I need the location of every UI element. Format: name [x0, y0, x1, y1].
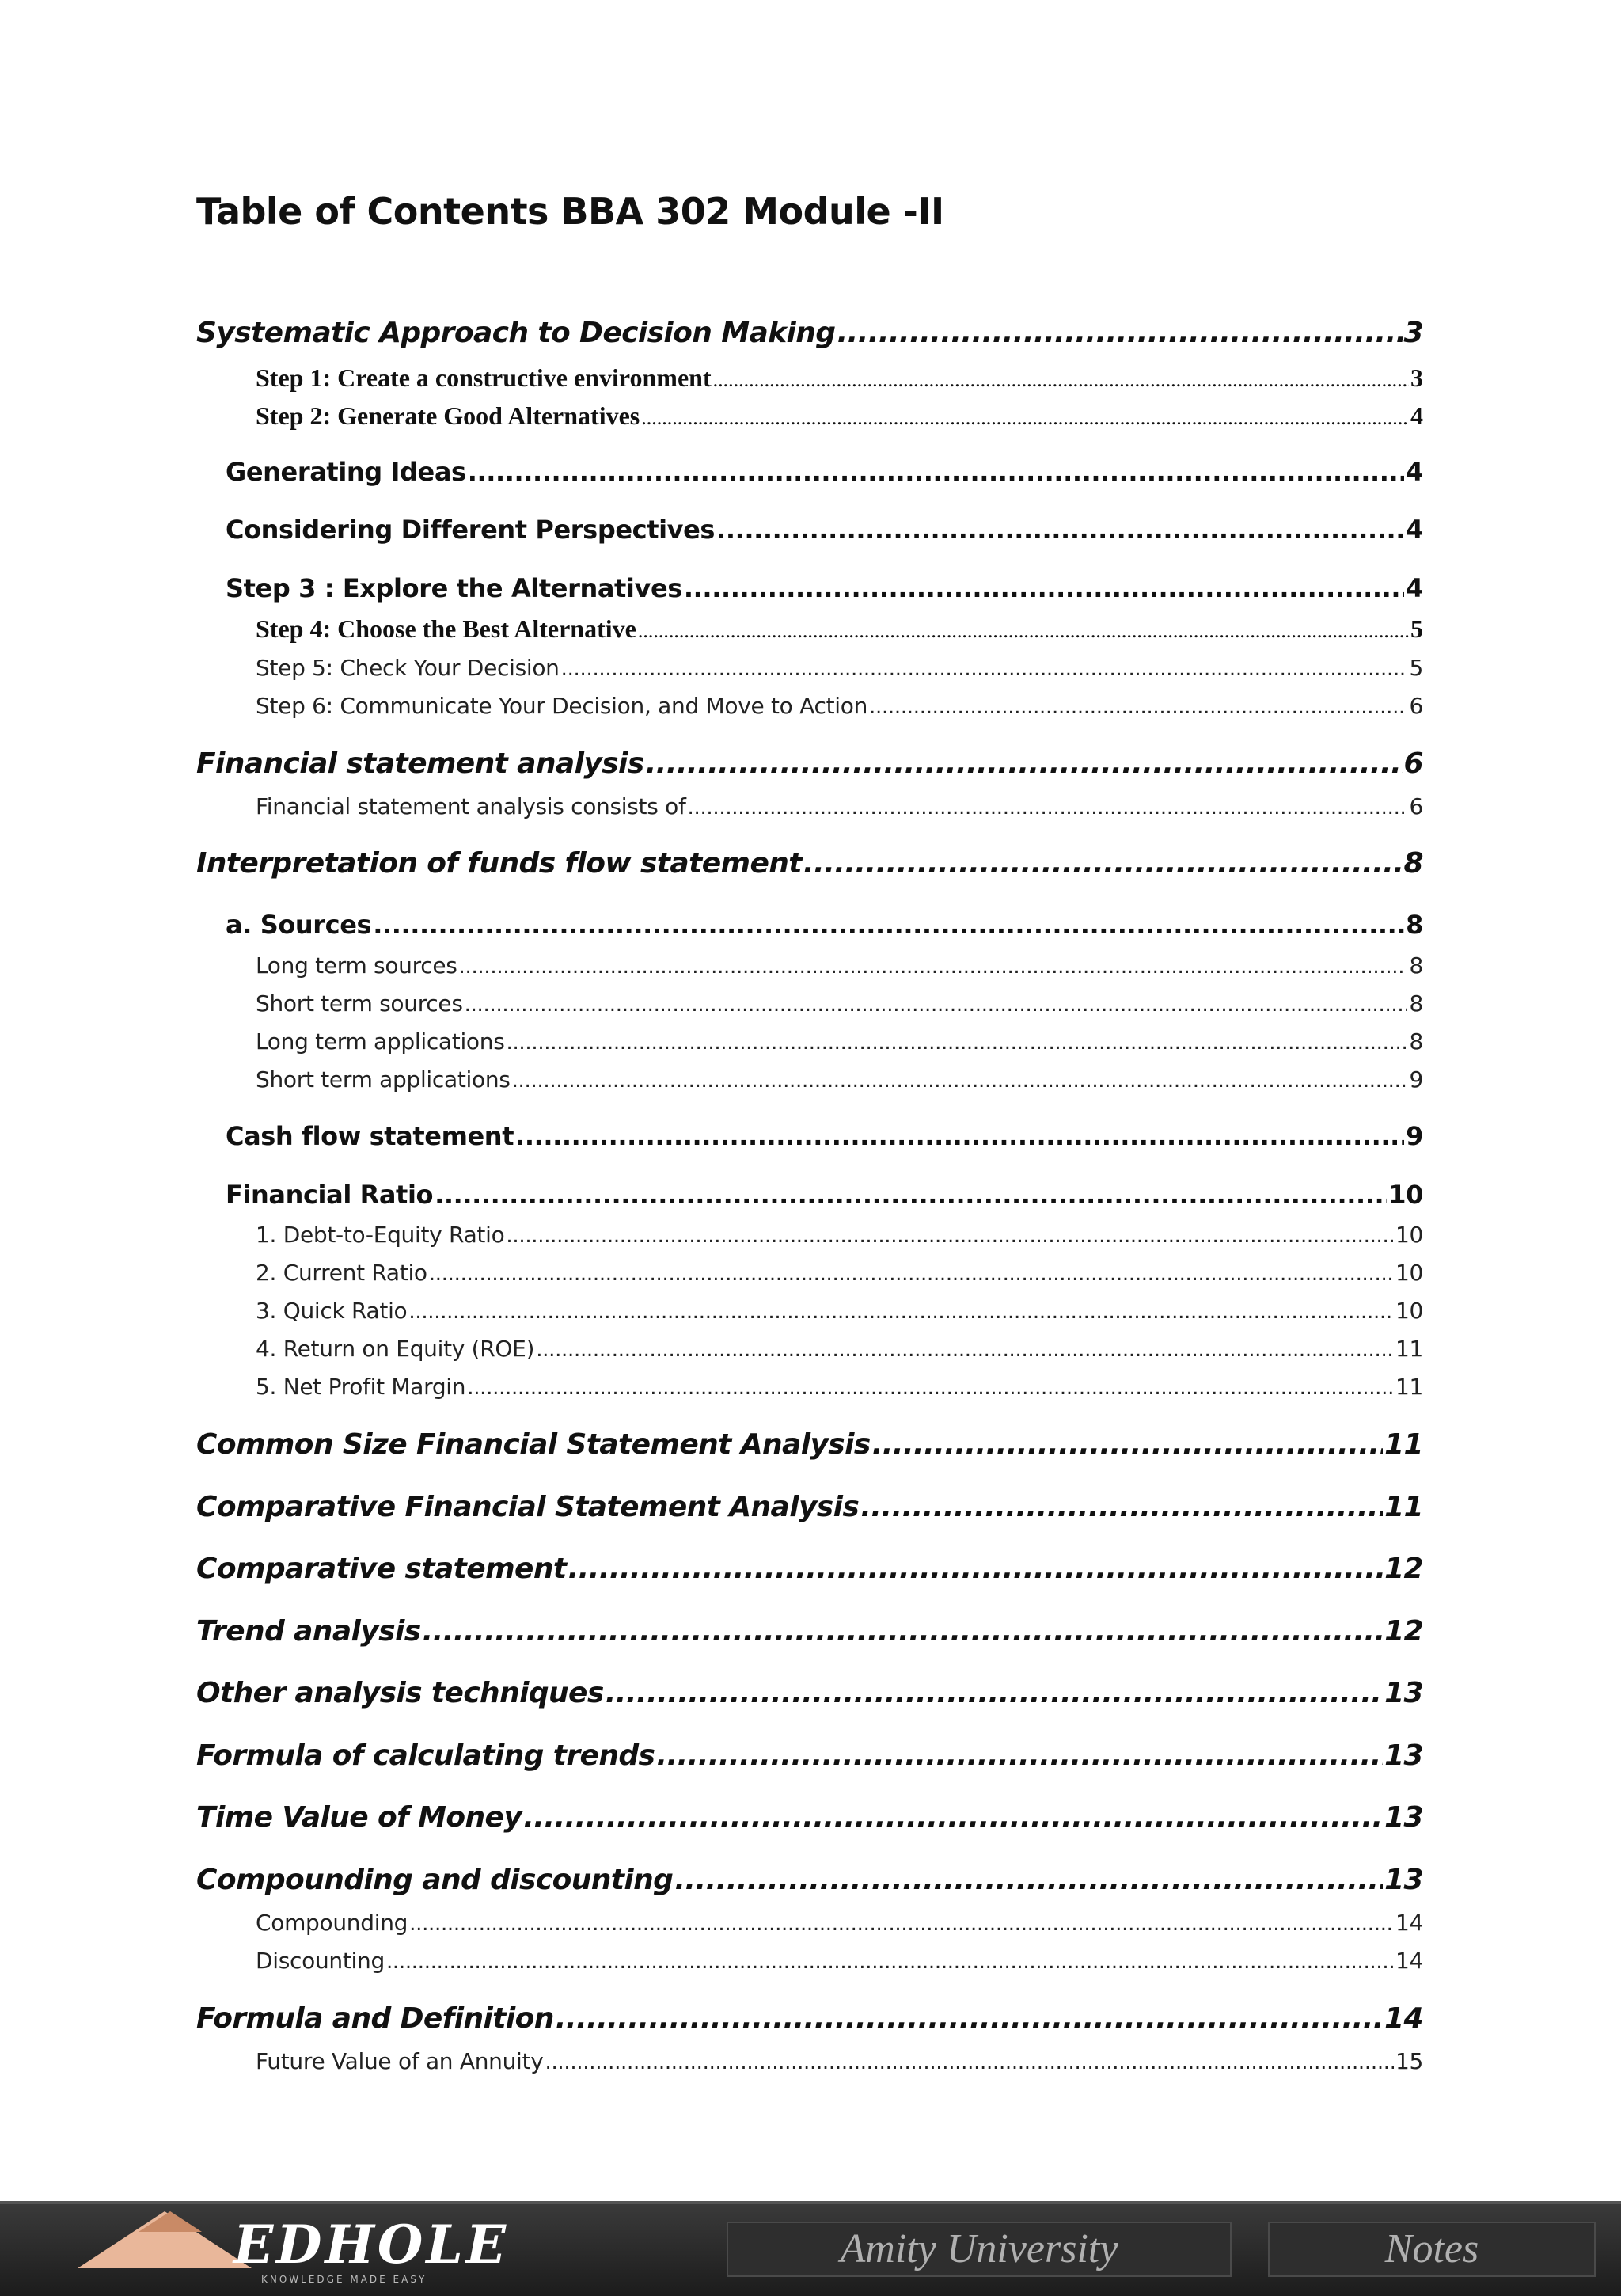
toc-leader-dots	[409, 1912, 1394, 1936]
toc-entry[interactable]	[256, 1222, 1423, 1248]
toc-entry[interactable]	[256, 793, 1423, 819]
toc-entry-page: 10	[1395, 1260, 1423, 1286]
toc-entry-page: 6	[1409, 693, 1423, 719]
toc-entry[interactable]	[256, 2048, 1423, 2074]
toc-entry-page: 14	[1384, 2002, 1423, 2035]
toc-leader-dots	[803, 847, 1403, 880]
toc-leader-dots	[872, 1428, 1383, 1461]
toc-entry-label: 3. Quick Ratio	[256, 1298, 408, 1324]
toc-entry-page: 8	[1403, 847, 1423, 880]
toc-leader-dots	[386, 1950, 1394, 1974]
notes-label: Notes	[1268, 2222, 1596, 2277]
toc-entry[interactable]	[256, 1298, 1423, 1324]
toc-entry-page: 3	[1410, 363, 1423, 392]
toc-leader-dots	[656, 1739, 1383, 1772]
toc-entry[interactable]	[226, 515, 1423, 545]
toc-entry-page: 6	[1409, 793, 1423, 819]
toc-leader-dots	[507, 1031, 1408, 1055]
toc-leader-dots	[561, 657, 1408, 681]
toc-leader-dots	[568, 1553, 1383, 1585]
toc-entry-label: Formula of calculating trends	[196, 1739, 655, 1772]
toc-leader-dots	[523, 1801, 1383, 1834]
toc-entry[interactable]	[196, 1428, 1423, 1461]
toc-entry[interactable]	[196, 1615, 1423, 1648]
toc-entry[interactable]	[226, 1180, 1423, 1210]
toc-entry-page: 4	[1410, 401, 1423, 430]
toc-entry-page: 6	[1403, 747, 1423, 780]
toc-entry-page: 4	[1406, 515, 1423, 545]
toc-entry-label: Comparative statement	[196, 1553, 567, 1585]
toc-entry[interactable]	[256, 363, 1423, 393]
toc-leader-dots	[688, 796, 1408, 819]
toc-entry-label: Trend analysis	[196, 1615, 421, 1648]
toc-leader-dots	[716, 515, 1404, 545]
toc-entry-page: 13	[1384, 1864, 1423, 1896]
toc-entry[interactable]	[196, 1864, 1423, 1896]
toc-entry[interactable]	[256, 1028, 1423, 1055]
toc-entry-label: Financial statement analysis consists of	[256, 793, 686, 819]
toc-entry-page: 5	[1409, 655, 1423, 681]
toc-entry[interactable]	[226, 457, 1423, 487]
toc-leader-dots	[429, 1262, 1394, 1286]
toc-leader-dots	[435, 1180, 1387, 1210]
toc-entry-page: 4	[1406, 573, 1423, 603]
toc-leader-dots	[408, 1300, 1394, 1324]
toc-entry-label: Step 5: Check Your Decision	[256, 655, 560, 681]
toc-entry[interactable]	[196, 317, 1423, 349]
toc-entry[interactable]	[196, 847, 1423, 880]
toc-entry[interactable]	[256, 1948, 1423, 1974]
toc-entry-page: 11	[1384, 1491, 1423, 1523]
toc-entry-page: 12	[1384, 1553, 1423, 1585]
toc-entry-page: 14	[1395, 1948, 1423, 1974]
toc-entry[interactable]	[196, 1553, 1423, 1585]
toc-entry-label: Compounding	[256, 1910, 408, 1936]
toc-leader-dots	[837, 317, 1402, 349]
toc-leader-dots	[459, 955, 1408, 979]
toc-entry[interactable]	[196, 1491, 1423, 1523]
toc-entry-page: 5	[1410, 614, 1423, 643]
toc-entry-label: 2. Current Ratio	[256, 1260, 427, 1286]
toc-leader-dots	[467, 1376, 1394, 1400]
toc-leader-dots	[641, 406, 1409, 430]
toc-entry-label: Step 6: Communicate Your Decision, and Move to Action	[256, 693, 868, 719]
toc-entry-label: Short term applications	[256, 1066, 511, 1093]
toc-entry-page: 8	[1409, 990, 1423, 1017]
toc-leader-dots	[869, 695, 1407, 719]
toc-entry-label: 1. Debt-to-Equity Ratio	[256, 1222, 505, 1248]
toc-entry-label: Comparative Financial Statement Analysis	[196, 1491, 860, 1523]
page-title: Table of Contents BBA 302 Module -II	[196, 190, 944, 233]
toc-entry-page: 4	[1406, 457, 1423, 487]
toc-entry-label: 4. Return on Equity (ROE)	[256, 1336, 535, 1362]
toc-entry[interactable]	[196, 1739, 1423, 1772]
toc-entry-label: Discounting	[256, 1948, 385, 1974]
toc-entry-page: 10	[1388, 1180, 1423, 1210]
edhole-logo: EDHOLE	[233, 2214, 510, 2275]
toc-leader-dots	[684, 573, 1404, 603]
toc-entry-page: 11	[1395, 1336, 1423, 1362]
toc-entry-label: Short term sources	[256, 990, 463, 1017]
toc-entry[interactable]	[256, 614, 1423, 644]
edhole-tagline: KNOWLEDGE MADE EASY	[261, 2274, 427, 2285]
toc-entry-label: Step 2: Generate Good Alternatives	[256, 401, 640, 430]
toc-entry-label: Time Value of Money	[196, 1801, 522, 1834]
toc-entry-page: 9	[1409, 1066, 1423, 1093]
toc-entry-page: 14	[1395, 1910, 1423, 1936]
toc-leader-dots	[556, 2002, 1383, 2035]
toc-entry[interactable]	[256, 1260, 1423, 1286]
toc-entry-page: 9	[1406, 1121, 1423, 1151]
toc-entry-label: Interpretation of funds flow statement	[196, 847, 802, 880]
toc-entry[interactable]	[256, 1374, 1423, 1400]
pyramid-shadow-icon	[139, 2211, 202, 2232]
toc-leader-dots	[465, 993, 1408, 1017]
toc-entry-label: a. Sources	[226, 910, 372, 940]
toc-leader-dots	[423, 1615, 1384, 1648]
toc-entry-label: Step 4: Choose the Best Alternative	[256, 614, 636, 643]
toc-leader-dots	[638, 619, 1409, 643]
toc-entry-page: 13	[1384, 1739, 1423, 1772]
toc-entry-label: Financial Ratio	[226, 1180, 434, 1210]
toc-entry[interactable]	[226, 910, 1423, 940]
toc-leader-dots	[506, 1224, 1394, 1248]
toc-leader-dots	[468, 457, 1404, 487]
toc-entry[interactable]	[256, 1910, 1423, 1936]
toc-entry-label: Cash flow statement	[226, 1121, 514, 1151]
toc-entry[interactable]	[196, 1801, 1423, 1834]
toc-entry[interactable]	[196, 1677, 1423, 1709]
toc-entry-label: Long term sources	[256, 952, 457, 979]
toc-entry-page: 10	[1395, 1298, 1423, 1324]
toc-leader-dots	[373, 910, 1404, 940]
toc-entry-page: 10	[1395, 1222, 1423, 1248]
toc-entry[interactable]	[256, 990, 1423, 1017]
toc-entry[interactable]	[256, 952, 1423, 979]
toc-leader-dots	[713, 368, 1409, 392]
toc-leader-dots	[536, 1338, 1394, 1362]
toc-entry[interactable]	[256, 655, 1423, 681]
toc-entry-page: 11	[1384, 1428, 1423, 1461]
university-label: Amity University	[727, 2222, 1232, 2277]
toc-entry[interactable]	[196, 747, 1423, 780]
toc-entry-label: Systematic Approach to Decision Making	[196, 317, 836, 349]
toc-entry[interactable]	[196, 2002, 1423, 2035]
toc-leader-dots	[646, 747, 1403, 780]
toc-entry[interactable]	[256, 401, 1423, 431]
toc-entry-page: 13	[1384, 1801, 1423, 1834]
toc-leader-dots	[512, 1069, 1408, 1093]
toc-entry[interactable]	[226, 1121, 1423, 1151]
toc-entry-page: 12	[1384, 1615, 1423, 1648]
toc-entry-label: Step 1: Create a constructive environment	[256, 363, 712, 392]
toc-entry-label: Considering Different Perspectives	[226, 515, 716, 545]
toc-leader-dots	[515, 1121, 1404, 1151]
toc-entry-label: Future Value of an Annuity	[256, 2048, 544, 2074]
toc-entry-page: 8	[1409, 952, 1423, 979]
toc-leader-dots	[674, 1864, 1383, 1896]
toc-entry-page: 3	[1403, 317, 1423, 349]
toc-leader-dots	[860, 1491, 1383, 1523]
toc-entry[interactable]	[226, 573, 1423, 603]
toc-entry[interactable]	[256, 693, 1423, 719]
toc-entry-label: Compounding and discounting	[196, 1864, 674, 1896]
toc-entry-page: 11	[1395, 1374, 1423, 1400]
toc-entry-label: 5. Net Profit Margin	[256, 1374, 466, 1400]
toc-entry[interactable]	[256, 1336, 1423, 1362]
toc-entry[interactable]	[256, 1066, 1423, 1093]
toc-leader-dots	[545, 2051, 1393, 2074]
toc-entry-page: 15	[1395, 2048, 1423, 2074]
toc-entry-page: 8	[1406, 910, 1423, 940]
toc-entry-page: 13	[1384, 1677, 1423, 1709]
toc-entry-label: Common Size Financial Statement Analysis	[196, 1428, 871, 1461]
toc-entry-label: Long term applications	[256, 1028, 505, 1055]
toc-entry-page: 8	[1409, 1028, 1423, 1055]
toc-entry-label: Other analysis techniques	[196, 1677, 604, 1709]
toc-entry-label: Financial statement analysis	[196, 747, 644, 780]
toc-entry-label: Formula and Definition	[196, 2002, 554, 2035]
toc-entry-label: Step 3 : Explore the Alternatives	[226, 573, 682, 603]
toc-entry-label: Generating Ideas	[226, 457, 466, 487]
toc-leader-dots	[606, 1677, 1383, 1709]
